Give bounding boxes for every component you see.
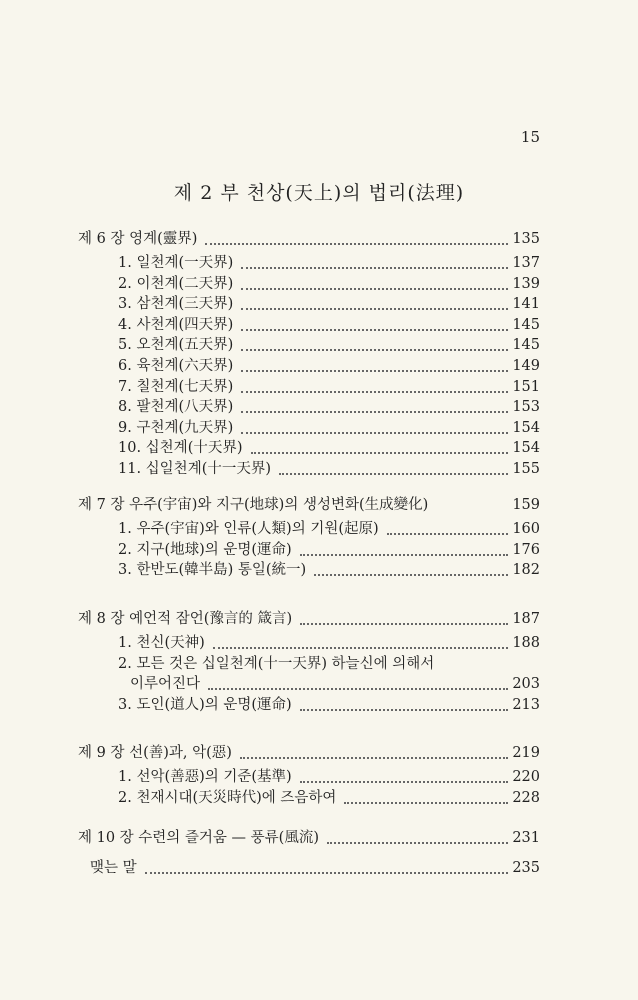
leader-dots: [241, 293, 508, 315]
toc-section-row: [0, 539, 638, 561]
leader-dots: [300, 766, 509, 788]
leader-dots: [241, 376, 508, 398]
toc-section-row: [0, 252, 638, 274]
toc-page-number: 137: [512, 255, 540, 271]
toc-section-row: [0, 632, 638, 654]
leader-dots: [241, 314, 508, 336]
toc-page-number: 151: [512, 378, 540, 395]
toc-page-number: 203: [512, 676, 540, 693]
toc-section-row: [0, 396, 638, 418]
toc-page-number: 155: [512, 461, 540, 477]
leader-dots: [145, 857, 509, 879]
toc-page-number: 149: [512, 358, 540, 374]
toc-page-number: 182: [512, 562, 540, 579]
leader-dots: [300, 539, 509, 561]
toc-page-number: 220: [512, 769, 540, 785]
toc-section-row: [0, 766, 638, 788]
toc-entry-label: 10. 십천계(十天界): [118, 440, 243, 457]
leader-dots: [279, 458, 508, 480]
toc-page-number: 187: [512, 611, 540, 627]
toc-entry-label: 3. 도인(道人)의 운명(運命): [118, 696, 292, 713]
toc-page-number: 213: [512, 696, 540, 713]
leader-dots: [327, 827, 508, 849]
toc-entry-label: 9. 구천계(九天界): [118, 419, 234, 436]
page-number: 15: [520, 128, 540, 146]
toc-entry-label: 2. 천재시대(天災時代)에 즈음하여: [118, 789, 337, 806]
toc-section-row: [0, 787, 638, 809]
toc-chapter-row: [0, 827, 638, 849]
toc-entry-label: 8. 팔천계(八天界): [118, 399, 234, 416]
leader-dots: [241, 252, 508, 274]
leader-dots: [300, 694, 509, 716]
toc-entry-label: 1. 일천계(一天界): [118, 255, 234, 271]
toc-page-number: 153: [512, 399, 540, 416]
leader-dots: [241, 355, 508, 377]
toc-closing-row: [0, 857, 638, 879]
toc-entry-label: 3. 삼천계(三天界): [118, 296, 234, 313]
toc-page-number: 219: [512, 745, 540, 761]
leader-dots: [241, 417, 508, 439]
toc-page-number: 176: [512, 541, 540, 558]
toc-entry-label: 7. 칠천계(七天界): [118, 378, 234, 395]
toc-entry-label: 2. 모든 것은 십일천계(十一天界) 하늘신에 의해서: [118, 655, 435, 672]
toc-page-number: 141: [512, 296, 540, 313]
toc-page-number: 145: [512, 316, 540, 333]
toc-entry-label: 5. 오천계(五天界): [118, 337, 234, 354]
toc-section-row: [0, 376, 638, 398]
toc-section-row: [0, 417, 638, 439]
toc-entry-label: 이루어진다: [130, 676, 201, 693]
leader-dots: [213, 632, 509, 654]
leader-dots: [314, 559, 508, 581]
leader-dots: [241, 273, 508, 295]
toc-section-row: [0, 694, 638, 716]
toc-section-row: [0, 314, 638, 336]
toc-entry-label: 제 10 장 수련의 즐거움 — 풍류(風流): [78, 830, 319, 846]
toc-page-number: 231: [512, 830, 540, 846]
toc-entry-label: 6. 육천계(六天界): [118, 358, 234, 374]
toc-entry-label: 1. 천신(天神): [118, 635, 205, 651]
leader-dots: [344, 787, 508, 809]
toc-chapter-row: [0, 742, 638, 764]
part-title: 제 2 부 천상(天上)의 법리(法理): [173, 182, 465, 204]
toc-chapter-row: [0, 228, 638, 250]
toc-section-row: [0, 293, 638, 315]
toc-section-row: [0, 273, 638, 295]
toc-entry-label: 2. 이천계(二天界): [118, 275, 234, 292]
toc-page-number: 235: [512, 860, 540, 876]
toc-page-number: 159: [512, 497, 540, 513]
leader-dots: [241, 396, 508, 418]
toc-entry-label: 맺는 말: [90, 860, 137, 876]
toc-section-row: [0, 437, 638, 459]
toc-chapter-row: [0, 494, 638, 516]
leader-dots: [251, 437, 509, 459]
leader-dots: [240, 742, 508, 764]
toc-entry-label: 11. 십일천계(十一天界): [118, 461, 272, 477]
toc-page-number: 135: [512, 231, 540, 247]
toc-entry-label: 1. 선악(善惡)의 기준(基準): [118, 769, 292, 785]
toc-section-row: [0, 653, 638, 675]
toc-section-row: [0, 673, 638, 695]
leader-dots: [205, 228, 508, 250]
toc-entry-label: 제 6 장 영계(靈界): [78, 231, 198, 247]
toc-page-number: 145: [512, 337, 540, 354]
toc-page-number: 154: [512, 440, 540, 457]
leader-dots: [300, 608, 508, 630]
toc-section-row: [0, 458, 638, 480]
toc-section-row: [0, 334, 638, 356]
toc-section-row: [0, 559, 638, 581]
toc-page-number: 160: [512, 521, 540, 537]
toc-chapter-row: [0, 608, 638, 630]
toc-section-row: [0, 355, 638, 377]
toc-page-number: 228: [512, 789, 540, 806]
toc-section-row: [0, 518, 638, 540]
toc-entry-label: 2. 지구(地球)의 운명(運命): [118, 541, 292, 558]
toc-entry-label: 제 7 장 우주(宇宙)와 지구(地球)의 생성변화(生成變化): [78, 497, 429, 513]
toc-page-number: 154: [512, 419, 540, 436]
toc-entry-label: 3. 한반도(韓半島) 통일(統一): [118, 562, 307, 579]
leader-dots: [387, 518, 509, 540]
toc-page-number: 188: [512, 635, 540, 651]
toc-entry-label: 1. 우주(宇宙)와 인류(人類)의 기원(起原): [118, 521, 379, 537]
leader-dots: [208, 673, 508, 695]
leader-dots: [241, 334, 508, 356]
toc-entry-label: 4. 사천계(四天界): [118, 316, 234, 333]
toc-entry-label: 제 8 장 예언적 잠언(豫言的 箴言): [78, 611, 293, 627]
toc-entry-label: 제 9 장 선(善)과, 악(惡): [78, 745, 232, 761]
toc-page-number: 139: [512, 275, 540, 292]
